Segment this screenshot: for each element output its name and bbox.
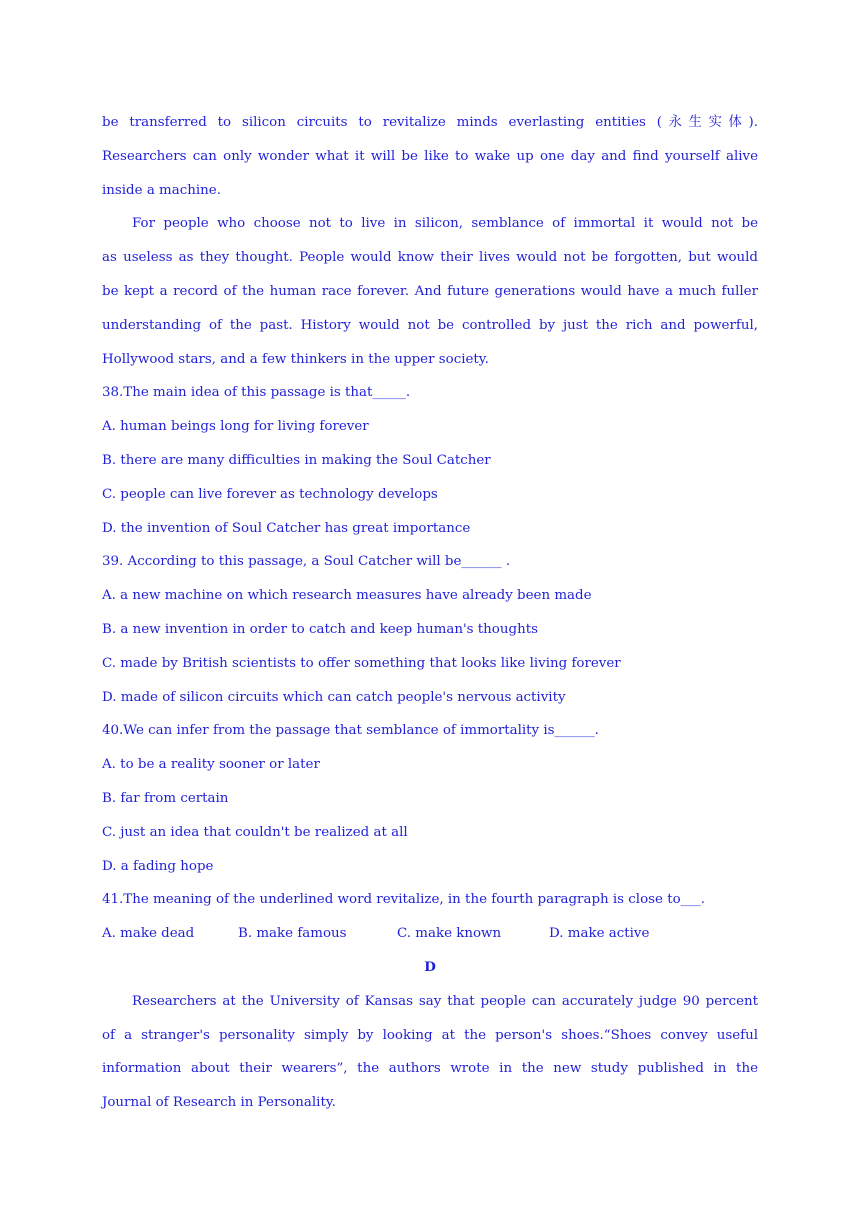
question-41-option-d: D. make active — [549, 926, 650, 942]
text-line: be transferred to silicon circuits to revitalize minds everlasting entities (永生实体). — [102, 115, 758, 130]
question-38-stem: 38.The main idea of this passage is that_____. — [102, 385, 411, 401]
question-40-option-a: A. to be a reality sooner or later — [102, 757, 320, 773]
question-41-option-b: B. make famous — [238, 926, 347, 942]
question-40-option-b: B. far from certain — [102, 790, 229, 806]
text-line: Journal of Research in Personality. — [102, 1095, 336, 1111]
question-38-option-a: A. human beings long for living forever — [102, 419, 369, 435]
question-39-option-c: C. made by British scientists to offer something that looks like living forever — [102, 655, 621, 671]
question-39-option-a: A. a new machine on which research measures have already been made — [102, 588, 592, 604]
question-40-stem: 40.We can infer from the passage that semblance of immortality is______. — [102, 723, 599, 739]
document-content — [102, 106, 758, 1120]
text-line: understanding of the past. History would not be controlled by just the rich and powerful, — [102, 317, 758, 333]
question-41-stem: 41.The meaning of the underlined word revitalize, in the fourth paragraph is close to___. — [102, 892, 705, 908]
text-line: of a stranger's personality simply by looking at the person's shoes.“Shoes convey useful — [102, 1027, 758, 1043]
question-40-option-d: D. a fading hope — [102, 858, 214, 874]
text-line: Hollywood stars, and a few thinkers in the upper society. — [102, 351, 489, 367]
text-line: For people who choose not to live in silicon, semblance of immortal it would not be — [132, 216, 758, 232]
question-41-option-a: A. make dead — [102, 926, 195, 942]
text-line: inside a machine. — [102, 182, 221, 198]
question-38-option-c: C. people can live forever as technology develops — [102, 486, 438, 502]
text-line: be kept a record of the human race forever. And future generations would have a much fuller — [102, 283, 758, 299]
text-line: Researchers can only wonder what it will be like to wake up one day and find yourself alive — [102, 148, 758, 164]
question-38-option-d: D. the invention of Soul Catcher has great importance — [102, 520, 471, 536]
question-41-options — [102, 917, 758, 951]
section-heading: D — [424, 958, 436, 975]
text-line: as useless as they thought. People would know their lives would not be forgotten, but would — [102, 250, 758, 266]
text-line: information about their wearers”, the authors wrote in the new study published in the — [102, 1061, 758, 1077]
question-39-option-d: D. made of silicon circuits which can catch people's nervous activity — [102, 689, 566, 705]
question-39-option-b: B. a new invention in order to catch and keep human's thoughts — [102, 621, 538, 637]
question-39-stem: 39. According to this passage, a Soul Catcher will be______ . — [102, 554, 511, 570]
text-line: Researchers at the University of Kansas say that people can accurately judge 90 percent — [132, 993, 758, 1009]
question-38-option-b: B. there are many difficulties in making the Soul Catcher — [102, 452, 491, 468]
question-40-option-c: C. just an idea that couldn't be realized at all — [102, 824, 408, 840]
question-41-option-c: C. make known — [397, 926, 502, 942]
